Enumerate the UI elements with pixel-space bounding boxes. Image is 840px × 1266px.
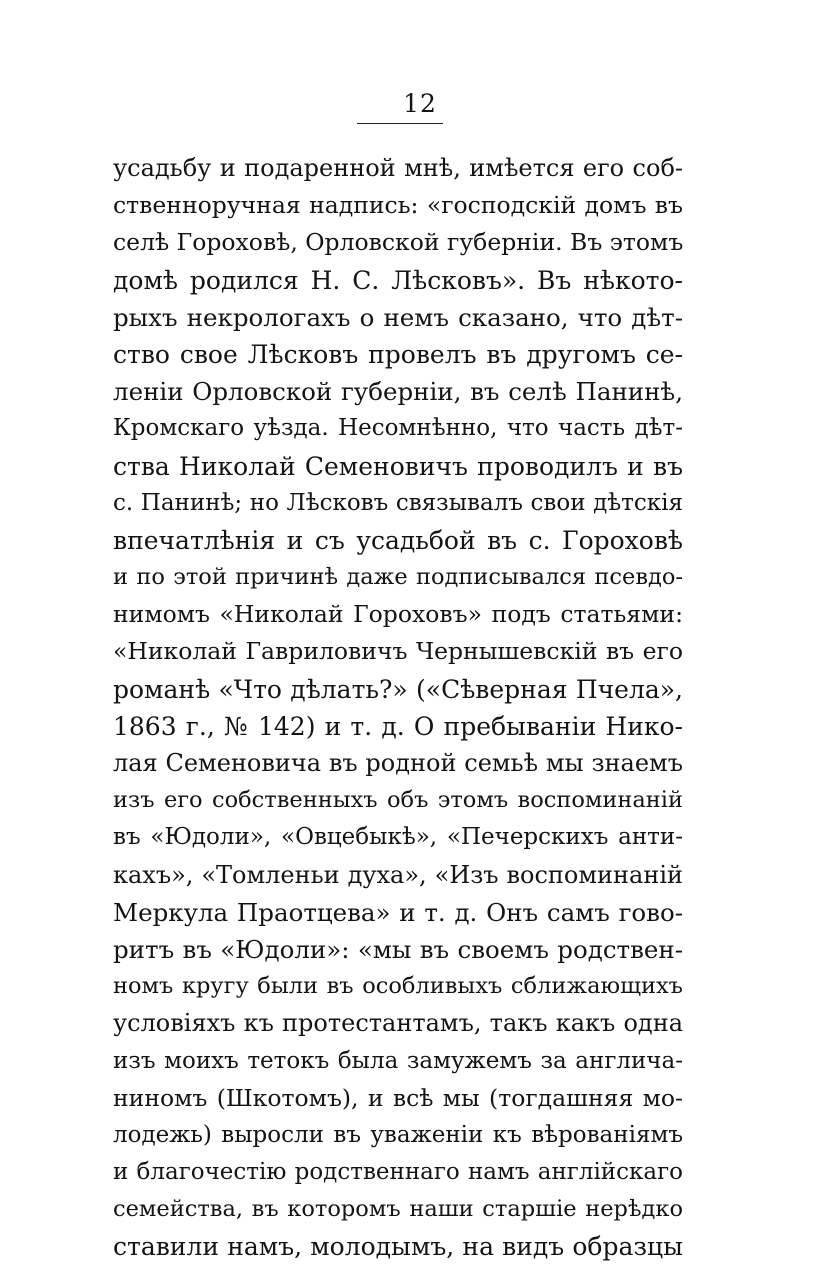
text-line: ство свое Лѣсковъ провелъ въ другомъ се- <box>113 339 683 369</box>
text-line: леніи Орловской губерніи, въ селѣ Панинѣ, <box>113 377 683 407</box>
text-line: Меркула Праотцева» и т. д. Онъ самъ гово- <box>113 897 683 927</box>
text-line: ственноручная надпись: «господскій домъ въ <box>113 191 683 220</box>
text-line: изъ его собственныхъ объ этомъ воспоминаній <box>113 787 683 814</box>
text-line: условіяхъ къ протестантамъ, такъ какъ одна <box>113 1009 683 1038</box>
text-line: нимомъ «Николай Гороховъ» подъ статьями: <box>113 600 683 629</box>
body-text <box>113 150 683 1266</box>
page-number-rule <box>357 123 443 124</box>
text-line: 1863 г., № 142) и т. д. О пребываніи Нико- <box>113 711 683 741</box>
text-line: лая Семеновича въ родной семьѣ мы знаемъ <box>113 749 683 777</box>
text-line: изъ моихъ тетокъ была замужемъ за англича- <box>113 1047 683 1074</box>
text-line: кахъ», «Томленьи духа», «Изъ воспоминаній <box>113 860 683 889</box>
text-line: ниномъ (Шкотомъ), и всѣ мы (тогдашняя мо- <box>113 1083 683 1112</box>
text-line: домѣ родился Н. С. Лѣсковъ». Въ нѣкото- <box>113 265 683 295</box>
text-line: въ «Юдоли», «Овцебыкѣ», «Печерскихъ анти- <box>113 824 683 851</box>
text-line: лодежь) выросли въ уваженіи къ вѣрованіямъ <box>113 1121 683 1148</box>
text-line: и благочестію родственнаго намъ англійскаго <box>113 1159 683 1186</box>
text-line: Кромскаго уѣзда. Несомнѣнно, что часть дѣт- <box>113 415 683 442</box>
text-line: усадьбу и подаренной мнѣ, имѣется его соб- <box>113 154 683 182</box>
page-number: 12 <box>403 89 437 118</box>
text-line: семейства, въ которомъ наши старшіе нерѣдко <box>113 1196 683 1223</box>
text-line: романѣ «Что дѣлать?» («Сѣверная Пчела», <box>113 674 683 704</box>
text-line: номъ кругу были въ особливыхъ сближающихъ <box>113 973 683 1000</box>
text-line: ставили намъ, молодымъ, на видъ образцы <box>113 1232 683 1262</box>
text-line: впечатлѣнія и съ усадьбой въ с. Гороховѣ <box>113 525 683 555</box>
text-line: рыхъ некрологахъ о немъ сказано, что дѣт- <box>113 302 683 332</box>
text-line: селѣ Гороховѣ, Орловской губерніи. Въ этомъ <box>113 228 683 257</box>
text-line: ства Николай Семеновичъ проводилъ и въ <box>113 451 683 481</box>
text-line: и по этой причинѣ даже подписывался псевдо- <box>113 564 683 591</box>
text-line: «Николай Гавриловичъ Чернышевскій въ его <box>113 637 683 666</box>
text-line: ритъ въ «Юдоли»: «мы въ своемъ родствен- <box>113 934 683 964</box>
text-line: с. Панинѣ; но Лѣсковъ связывалъ свои дѣтскія <box>113 489 683 516</box>
